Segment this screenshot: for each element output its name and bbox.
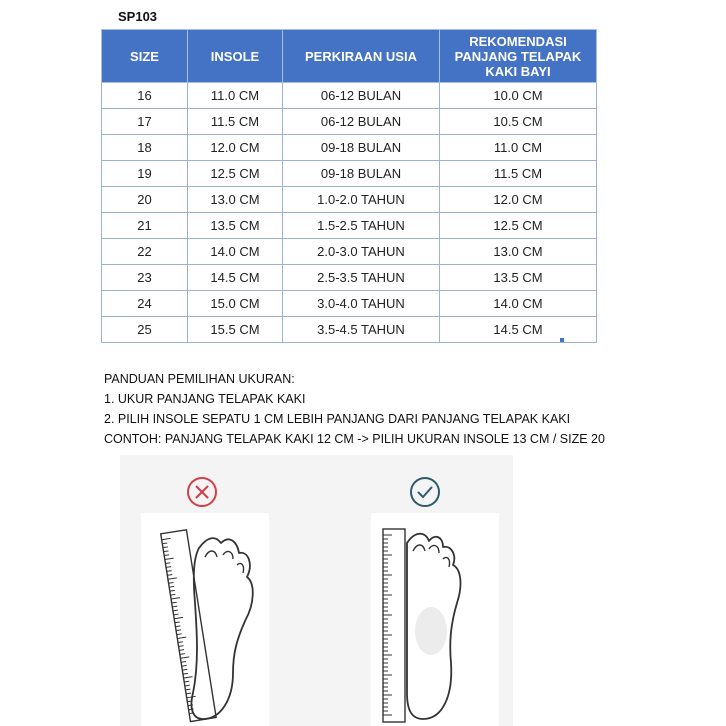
guide-step-2: 2. PILIH INSOLE SEPATU 1 CM LEBIH PANJANG DARI PANJANG TELAPAK KAKI: [104, 412, 571, 426]
table-body: [102, 83, 597, 343]
cell-foot-length: 10.0 CM: [440, 83, 597, 109]
table-row: [102, 135, 597, 161]
cell-insole: 12.5 CM: [188, 161, 283, 187]
header-foot-length-line-2: PANJANG TELAPAK: [454, 48, 582, 64]
table-row: [102, 239, 597, 265]
table-row: [102, 109, 597, 135]
cross-circle-icon: [186, 476, 218, 508]
wrong-measure-drawing: [141, 513, 269, 726]
cell-foot-length: 14.0 CM: [440, 291, 597, 317]
cell-insole: 14.5 CM: [188, 265, 283, 291]
cell-insole: 13.5 CM: [188, 213, 283, 239]
cell-foot-length: 11.0 CM: [440, 135, 597, 161]
table-header-row: [102, 30, 597, 83]
guide-example: CONTOH: PANJANG TELAPAK KAKI 12 CM -> PILIH UKURAN INSOLE 13 CM / SIZE 20: [104, 432, 605, 446]
cell-foot-length: 12.5 CM: [440, 213, 597, 239]
cell-foot-length: 13.0 CM: [440, 239, 597, 265]
cell-insole: 12.0 CM: [188, 135, 283, 161]
header-insole: INSOLE: [188, 30, 283, 83]
guide-step-1: 1. UKUR PANJANG TELAPAK KAKI: [104, 392, 306, 406]
cell-size: 25: [102, 317, 188, 343]
size-guide: [104, 369, 605, 449]
cell-age: 2.0-3.0 TAHUN: [283, 239, 440, 265]
table-row: [102, 213, 597, 239]
header-foot-length-line-1: REKOMENDASI: [469, 33, 567, 49]
model-code: SP103: [118, 9, 158, 24]
cell-insole: 15.5 CM: [188, 317, 283, 343]
right-measure-panel: [371, 513, 499, 726]
table-row: [102, 187, 597, 213]
cell-foot-length: 12.0 CM: [440, 187, 597, 213]
cell-size: 20: [102, 187, 188, 213]
cell-foot-length: 11.5 CM: [440, 161, 597, 187]
cell-insole: 11.0 CM: [188, 83, 283, 109]
cell-foot-length: 14.5 CM: [440, 317, 597, 343]
cell-age: 3.0-4.0 TAHUN: [283, 291, 440, 317]
cell-size: 16: [102, 83, 188, 109]
cell-age: 3.5-4.5 TAHUN: [283, 317, 440, 343]
cell-age: 06-12 BULAN: [283, 83, 440, 109]
wrong-measure-panel: [141, 513, 269, 726]
table-row: [102, 317, 597, 343]
header-foot-length-line-3: KAKI BAYI: [485, 63, 551, 79]
cell-age: 09-18 BULAN: [283, 135, 440, 161]
table-row: [102, 265, 597, 291]
cell-foot-length: 13.5 CM: [440, 265, 597, 291]
cell-insole: 11.5 CM: [188, 109, 283, 135]
header-age: PERKIRAAN USIA: [283, 30, 440, 83]
cell-age: 1.0-2.0 TAHUN: [283, 187, 440, 213]
cell-age: 06-12 BULAN: [283, 109, 440, 135]
header-foot-length: [440, 30, 597, 83]
size-table: [101, 29, 597, 343]
cell-size: 21: [102, 213, 188, 239]
table-corner-mark: [560, 338, 564, 342]
check-circle-icon: [409, 476, 441, 508]
cell-insole: 13.0 CM: [188, 187, 283, 213]
cell-size: 22: [102, 239, 188, 265]
cell-size: 24: [102, 291, 188, 317]
measurement-illustration: [120, 455, 513, 726]
cell-foot-length: 10.5 CM: [440, 109, 597, 135]
table-row: [102, 83, 597, 109]
cell-age: 2.5-3.5 TAHUN: [283, 265, 440, 291]
table-row: [102, 161, 597, 187]
cell-age: 09-18 BULAN: [283, 161, 440, 187]
header-size: SIZE: [102, 30, 188, 83]
table-row: [102, 291, 597, 317]
guide-title: PANDUAN PEMILIHAN UKURAN:: [104, 372, 295, 386]
cell-insole: 15.0 CM: [188, 291, 283, 317]
right-measure-drawing: [371, 513, 499, 726]
cell-size: 19: [102, 161, 188, 187]
cell-size: 17: [102, 109, 188, 135]
cell-size: 18: [102, 135, 188, 161]
cell-insole: 14.0 CM: [188, 239, 283, 265]
cell-size: 23: [102, 265, 188, 291]
cell-age: 1.5-2.5 TAHUN: [283, 213, 440, 239]
